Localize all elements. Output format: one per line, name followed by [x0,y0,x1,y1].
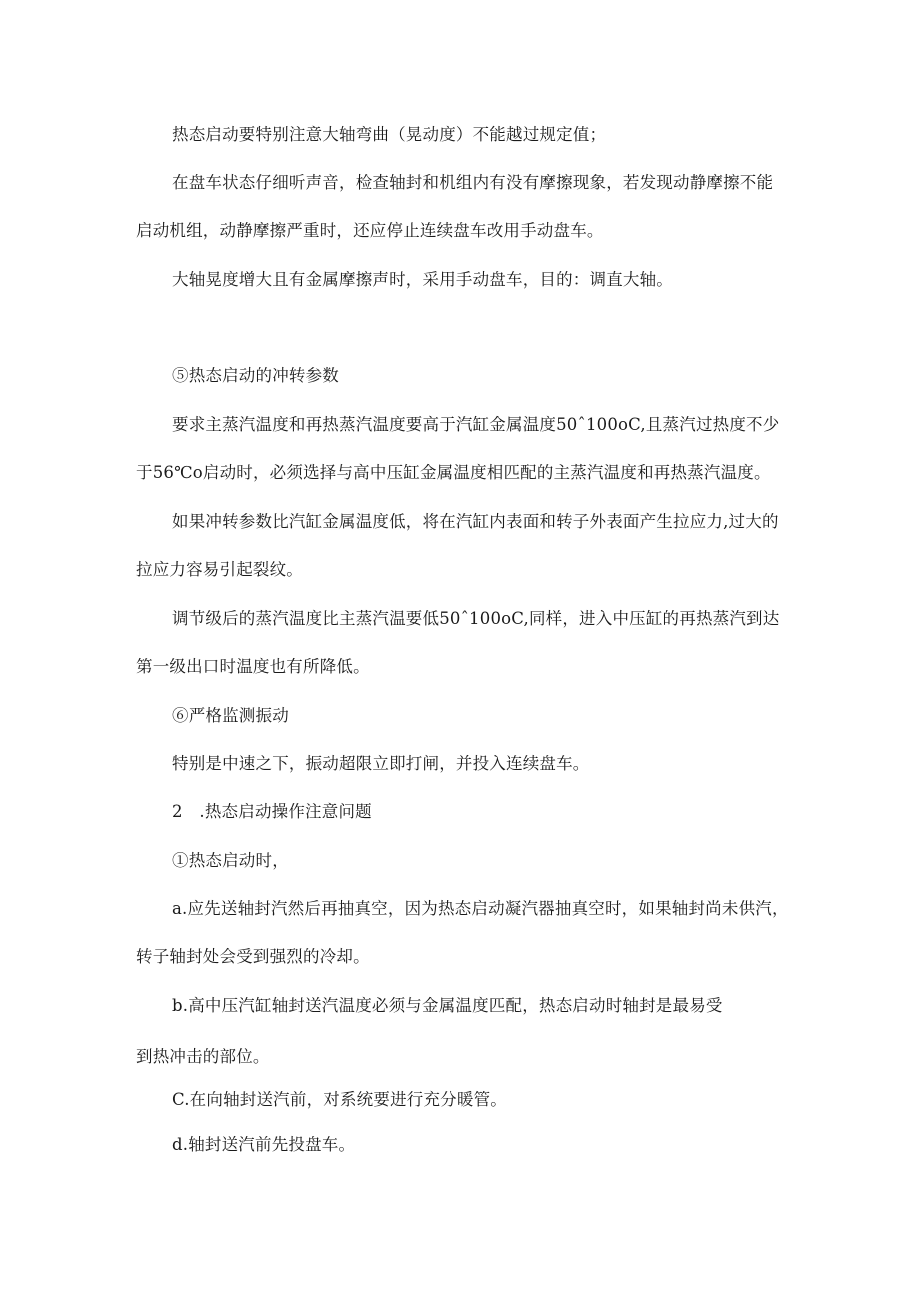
list-item: C.在向轴封送汽前，对系统要进行充分暖管。 [172,1090,507,1109]
paragraph-line: 到热冲击的部位。 [136,1047,270,1066]
paragraph-line: 调节级后的蒸汽温度比主蒸汽温要低50ˆ100oC,同样，进入中压缸的再热蒸汽到达 [172,609,780,628]
list-item: b.高中压汽缸轴封送汽温度必须与金属温度匹配，热态启动时轴封是最易受 [172,996,723,1015]
paragraph-line: 于56℃o启动时，必须选择与高中压缸金属温度相匹配的主蒸汽温度和再热蒸汽温度。 [136,463,771,482]
paragraph-line: 要求主蒸汽温度和再热蒸汽温度要高于汽缸金属温度50ˆ100oC,且蒸汽过热度不少 [172,415,780,434]
paragraph-line: 特别是中速之下，振动超限立即打闸，并投入连续盘车。 [172,754,590,773]
list-item: a.应先送轴封汽然后再抽真空，因为热态启动凝汽器抽真空时，如果轴封尚未供汽， [172,899,789,918]
list-item: d.轴封送汽前先投盘车。 [172,1135,356,1154]
section-heading: ⑤热态启动的冲转参数 [172,366,339,385]
paragraph-line: 如果冲转参数比汽缸金属温度低，将在汽缸内表面和转子外表面产生拉应力,过大的 [172,512,779,531]
paragraph-line: 第一级出口时温度也有所降低。 [136,657,370,676]
paragraph-line: 大轴晃度增大且有金属摩擦声时，采用手动盘车，目的：调直大轴。 [172,270,673,289]
paragraph-line: ①热态启动时， [172,851,289,870]
paragraph-line: 热态启动要特别注意大轴弯曲（晃动度）不能越过规定值； [172,125,607,144]
paragraph-line: 转子轴封处会受到强烈的冷却。 [136,947,370,966]
section-heading: ⑥严格监测振动 [172,706,289,725]
paragraph-line: 启动机组，动静摩擦严重时，还应停止连续盘车改用手动盘车。 [136,221,604,240]
paragraph-line: 拉应力容易引起裂纹。 [136,560,303,579]
section-heading: 2 .热态启动操作注意问题 [172,802,372,821]
paragraph-line: 在盘车状态仔细听声音，检查轴封和机组内有没有摩擦现象，若发现动静摩擦不能 [172,173,774,192]
